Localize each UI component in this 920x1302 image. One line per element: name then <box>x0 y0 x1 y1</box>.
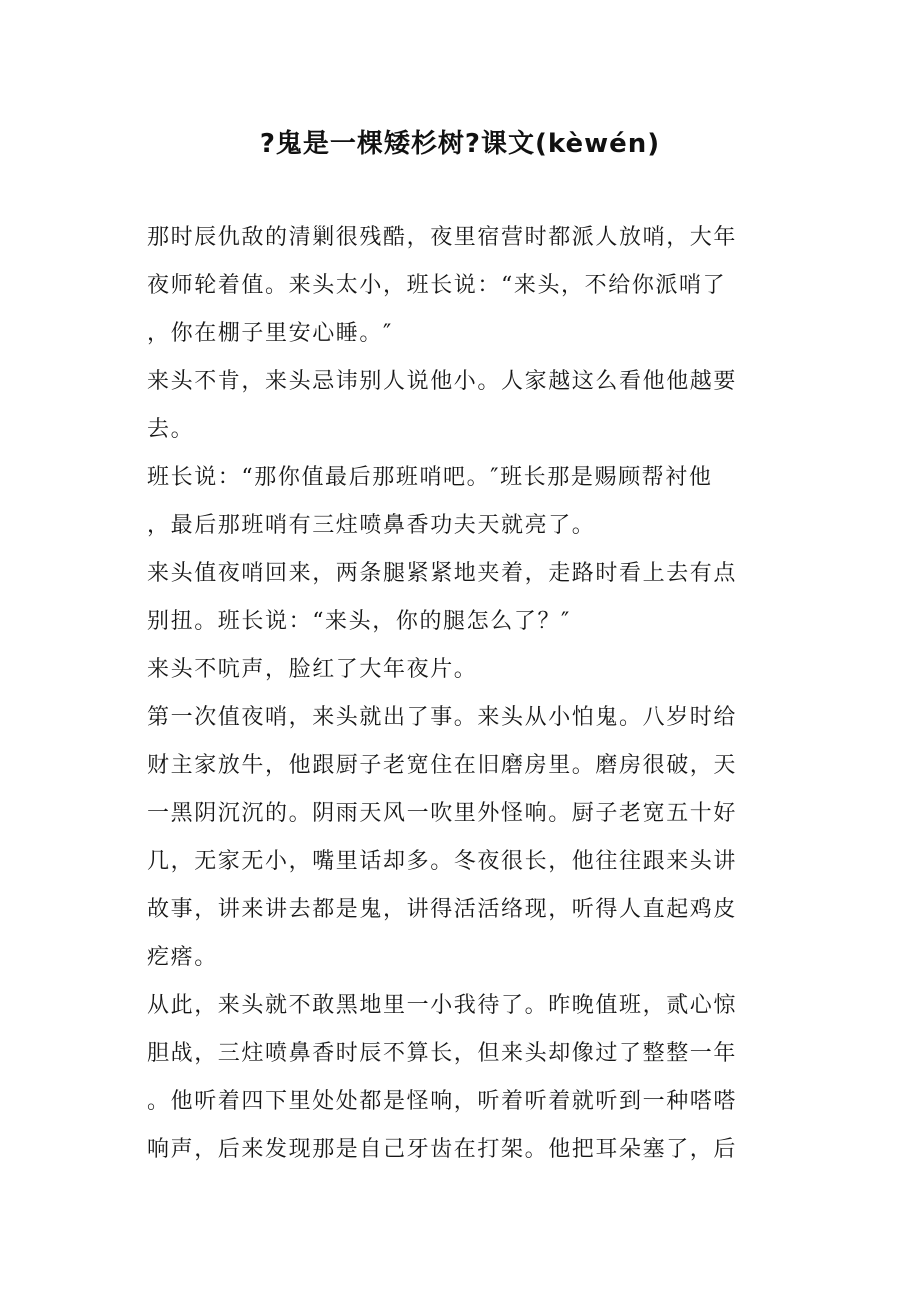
text-line: ，你在棚子里安心睡。″ <box>147 321 393 346</box>
document-body <box>147 220 767 1180</box>
text-line: 夜师轮着值。来头太小，班长说：“来头，不给你派哨了 <box>147 273 727 298</box>
text-line: 几，无家无小，嘴里话却多。冬夜很长，他往往跟来头讲 <box>147 849 738 874</box>
text-line: 故事，讲来讲去都是鬼，讲得活活络现，听得人直起鸡皮 <box>147 897 738 922</box>
text-line: 来头不吭声，脸红了大年夜片。 <box>147 657 478 682</box>
text-line: 来头值夜哨回来，两条腿紧紧地夹着，走路时看上去有点 <box>147 561 738 586</box>
text-line: 来头不肯，来头忌讳别人说他小。人家越这么看他他越要 <box>147 369 738 394</box>
text-line: 那时辰仇敌的清剿很残酷，夜里宿营时都派人放哨，大年 <box>147 225 738 250</box>
text-line: ，最后那班哨有三炷喷鼻香功夫天就亮了。 <box>147 513 596 538</box>
text-line: 班长说：“那你值最后那班哨吧。″班长那是赐顾帮衬他 <box>147 465 713 490</box>
text-line: 别扭。班长说：“来头，你的腿怎么了？″ <box>147 609 571 634</box>
text-line: 。他听着四下里处处都是怪响，听着听着就听到一种嗒嗒 <box>147 1089 738 1114</box>
text-line: 响声，后来发现那是自己牙齿在打架。他把耳朵塞了，后 <box>147 1137 738 1162</box>
text-line: 第一次值夜哨，来头就出了事。来头从小怕鬼。八岁时给 <box>147 705 738 730</box>
text-line: 财主家放牛，他跟厨子老宽住在旧磨房里。磨房很破，天 <box>147 753 738 778</box>
text-line: 从此，来头就不敢黑地里一小我待了。昨晚值班，贰心惊 <box>147 993 738 1018</box>
text-line: 去。 <box>147 417 195 442</box>
text-line: 疙瘩。 <box>147 945 218 970</box>
text-line: 胆战，三炷喷鼻香时辰不算长，但来头却像过了整整一年 <box>147 1041 738 1066</box>
document-title: ?鬼是一棵矮杉树?课文(kèwén) <box>259 129 661 159</box>
text-line: 一黑阴沉沉的。阴雨天风一吹里外怪响。厨子老宽五十好 <box>147 801 738 826</box>
